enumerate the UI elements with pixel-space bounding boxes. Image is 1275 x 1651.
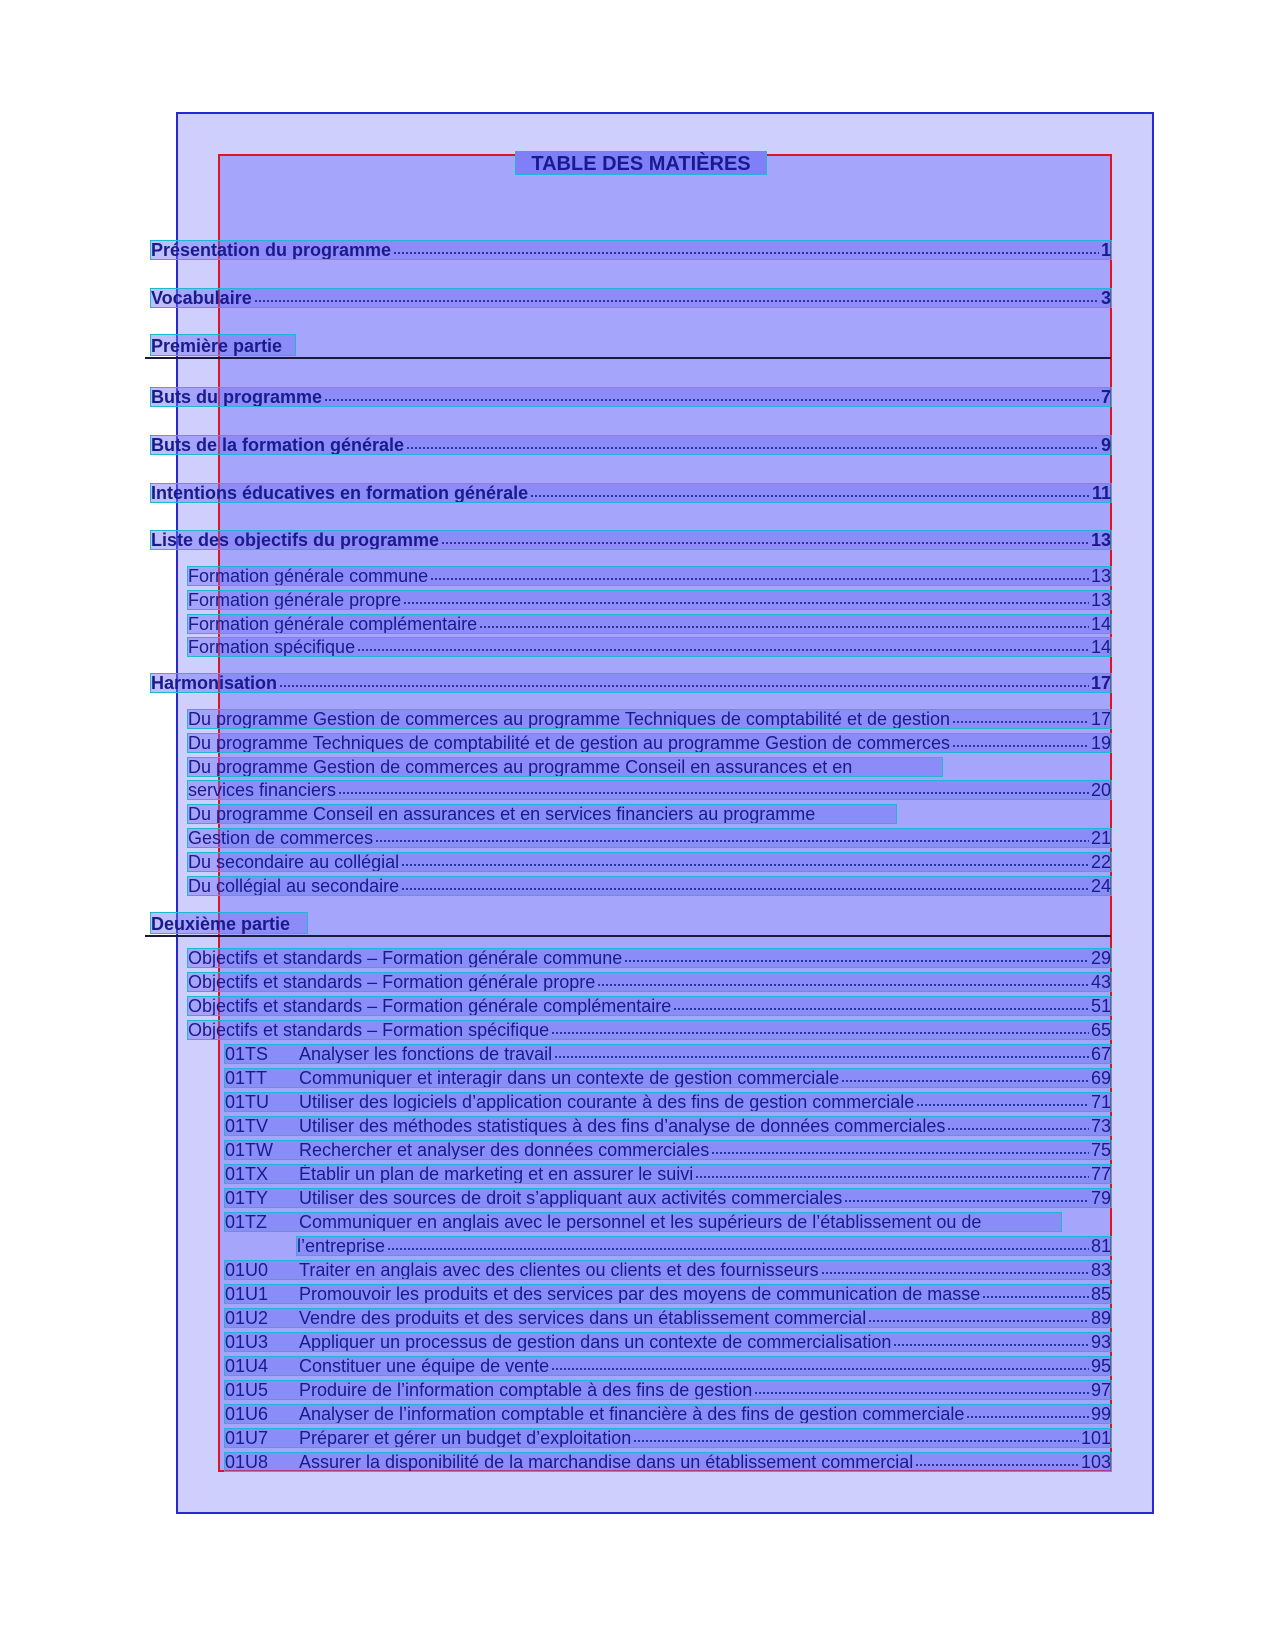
toc-subentry[interactable] [187,948,1112,968]
competency-code: 01TY [225,1188,269,1208]
toc-entry-page: 93 [1090,1332,1111,1352]
toc-entry-page: 24 [1090,876,1111,896]
toc-entry-page: 13 [1090,530,1111,550]
toc-entry-text: Objectifs et standards – Formation spécifique [188,1020,550,1040]
toc-entry-page: 67 [1090,1044,1111,1064]
dot-leader [551,1367,1089,1371]
competency-entry[interactable] [224,1284,1112,1304]
toc-entry-page: 89 [1090,1308,1111,1328]
dot-leader [844,1199,1089,1203]
toc-entry-text: Promouvoir les produits et des services par des moyens de communication de masse [299,1284,981,1304]
toc-entry-text: Objectifs et standards – Formation générale commune [188,948,623,968]
competency-code: 01TZ [225,1212,268,1232]
dot-leader [952,720,1089,724]
dot-leader [324,398,1099,402]
toc-subentry[interactable] [187,637,1112,657]
toc-entry-page: 79 [1090,1188,1111,1208]
toc-entry-text: Utiliser des méthodes statistiques à des fins d’analyse de données commerciales [299,1116,946,1136]
competency-entry[interactable] [224,1356,1112,1376]
competency-code: 01TS [225,1044,269,1064]
toc-entry[interactable] [150,530,1112,550]
competency-code: 01U6 [225,1404,269,1424]
dot-leader [441,541,1089,545]
toc-subentry[interactable] [187,876,1112,896]
toc-subentry[interactable] [187,614,1112,634]
part-heading[interactable]: Deuxième partie [150,912,308,934]
dot-leader [821,1271,1089,1275]
dot-leader [952,744,1089,748]
toc-entry-page: 73 [1090,1116,1111,1136]
competency-entry[interactable] [224,1380,1112,1400]
dot-leader [554,1055,1089,1059]
dot-leader [673,1007,1089,1011]
toc-entry-page: 101 [1080,1428,1111,1448]
dot-leader [530,494,1090,498]
toc-entry-page: 14 [1090,637,1111,657]
competency-entry[interactable] [224,1404,1112,1424]
dot-leader [406,446,1099,450]
dot-leader [695,1175,1089,1179]
toc-entry-text: Communiquer en anglais avec le personnel et les supérieurs de l’établissement ou de [299,1212,982,1232]
competency-entry[interactable] [224,1116,1112,1136]
toc-entry-page: 43 [1090,972,1111,992]
toc-subentry[interactable] [187,972,1112,992]
toc-entry-page: 29 [1090,948,1111,968]
competency-code: 01U2 [225,1308,269,1328]
toc-entry-page: 103 [1080,1452,1111,1472]
toc-subentry-continuation[interactable] [187,828,1112,848]
dot-leader [982,1295,1089,1299]
competency-entry[interactable] [224,1140,1112,1160]
dot-leader [947,1127,1089,1131]
toc-entry-text: Gestion de commerces [188,828,374,848]
dot-leader [401,863,1089,867]
toc-entry-page: 99 [1090,1404,1111,1424]
toc-entry-text: Harmonisation [151,673,278,693]
toc-entry-page: 77 [1090,1164,1111,1184]
dot-leader [357,648,1089,652]
toc-entry[interactable] [150,240,1112,260]
dot-leader [868,1319,1089,1323]
toc-entry-text: Du secondaire au collégial [188,852,400,872]
toc-entry-page: 65 [1090,1020,1111,1040]
toc-entry-text: Appliquer un processus de gestion dans un contexte de commercialisation [299,1332,892,1352]
toc-entry-text: Utiliser des logiciels d’application courante à des fins de gestion commerciale [299,1092,915,1112]
dot-leader [254,299,1099,303]
competency-entry[interactable] [224,1068,1112,1088]
section-divider [145,357,1111,359]
toc-entry-text: Établir un plan de marketing et en assurer le suivi [299,1164,694,1184]
toc-entry-text: Vendre des produits et des services dans un établissement commercial [299,1308,867,1328]
toc-subentry[interactable] [187,709,1112,729]
competency-code: 01TX [225,1164,269,1184]
dot-leader [893,1343,1089,1347]
toc-entry-text: Assurer la disponibilité de la marchandise dans un établissement commercial [299,1452,914,1472]
toc-entry[interactable] [150,387,1112,407]
dot-leader [279,684,1089,688]
dot-leader [915,1463,1079,1467]
page-title: TABLE DES MATIÈRES [515,151,767,175]
toc-subentry[interactable] [187,804,897,824]
competency-code: 01U8 [225,1452,269,1472]
dot-leader [711,1151,1089,1155]
toc-entry-text: Traiter en anglais avec des clientes ou clients et des fournisseurs [299,1260,819,1280]
toc-entry-text: Du programme Conseil en assurances et en services financiers au programme [188,804,816,824]
competency-entry-continuation[interactable] [296,1236,1112,1256]
toc-entry-page: 97 [1090,1380,1111,1400]
toc-entry-page: 71 [1090,1092,1111,1112]
toc-subentry[interactable] [187,852,1112,872]
toc-entry[interactable] [150,288,1112,308]
competency-code: 01TV [225,1116,269,1136]
toc-subentry-continuation[interactable] [187,780,1112,800]
dot-leader [624,959,1089,963]
competency-code: 01U4 [225,1356,269,1376]
competency-code: 01U3 [225,1332,269,1352]
competency-entry[interactable] [224,1260,1112,1280]
competency-code: 01U0 [225,1260,269,1280]
competency-entry[interactable] [224,1212,1062,1232]
toc-entry-page: 19 [1090,733,1111,753]
toc-subentry[interactable] [187,996,1112,1016]
toc-entry-text: Buts de la formation générale [151,435,405,455]
competency-entry[interactable] [224,1428,1112,1448]
toc-entry-text: Du programme Gestion de commerces au programme Techniques de comptabilité et de gestion [188,709,951,729]
toc-entry-page: 3 [1100,288,1111,308]
dot-leader [633,1439,1079,1443]
toc-entry[interactable] [150,673,1112,693]
toc-entry-text: Rechercher et analyser des données commerciales [299,1140,710,1160]
toc-entry-page: 69 [1090,1068,1111,1088]
toc-entry-page: 75 [1090,1140,1111,1160]
part-heading[interactable]: Première partie [150,334,296,356]
toc-entry-text: Du programme Techniques de comptabilité et de gestion au programme Gestion de commerces [188,733,951,753]
dot-leader [430,577,1089,581]
competency-code: 01TU [225,1092,270,1112]
dot-leader [393,251,1099,255]
toc-entry-page: 11 [1091,483,1111,503]
toc-entry-text: Produire de l’information comptable à des fins de gestion [299,1380,753,1400]
toc-entry-text: Liste des objectifs du programme [151,530,440,550]
competency-entry[interactable] [224,1308,1112,1328]
toc-entry-text: Vocabulaire [151,288,252,308]
dot-leader [375,839,1089,843]
toc-entry-page: 13 [1090,590,1111,610]
toc-entry-page: 95 [1090,1356,1111,1376]
toc-entry-text: Intentions éducatives en formation générale [151,483,529,503]
toc-entry-text: Du collégial au secondaire [188,876,400,896]
toc-entry-page: 22 [1090,852,1111,872]
toc-entry-text: Formation spécifique [188,637,356,657]
toc-entry-text: Objectifs et standards – Formation générale propre [188,972,596,992]
competency-entry[interactable] [224,1332,1112,1352]
toc-subentry[interactable] [187,590,1112,610]
toc-subentry[interactable] [187,733,1112,753]
toc-entry-text: Buts du programme [151,387,323,407]
dot-leader [338,791,1089,795]
section-divider [145,935,1111,937]
dot-leader [403,601,1089,605]
competency-code: 01U7 [225,1428,269,1448]
toc-entry-text: services financiers [188,780,337,800]
competency-entry[interactable] [224,1164,1112,1184]
toc-subentry[interactable] [187,757,943,777]
dot-leader [387,1247,1089,1251]
dot-leader [401,887,1089,891]
toc-entry-text: Analyser de l’information comptable et financière à des fins de gestion commerciale [299,1404,965,1424]
toc-entry-text: Du programme Gestion de commerces au programme Conseil en assurances et en [188,757,853,777]
toc-entry-page: 7 [1100,387,1111,407]
competency-code: 01U1 [225,1284,269,1304]
competency-entry[interactable] [224,1044,1112,1064]
toc-entry-page: 21 [1090,828,1111,848]
toc-entry-page: 85 [1090,1284,1111,1304]
dot-leader [754,1391,1089,1395]
competency-code: 01TT [225,1068,268,1088]
toc-entry-page: 17 [1090,709,1111,729]
toc-entry-text: Constituer une équipe de vente [299,1356,550,1376]
competency-code: 01TW [225,1140,274,1160]
toc-entry-text: Analyser les fonctions de travail [299,1044,553,1064]
dot-leader [841,1079,1089,1083]
dot-leader [966,1415,1089,1419]
toc-entry-page: 20 [1090,780,1111,800]
toc-entry-page: 14 [1090,614,1111,634]
toc-entry-text: Communiquer et interagir dans un contexte de gestion commerciale [299,1068,840,1088]
toc-entry-text: l’entreprise [297,1236,386,1256]
toc-entry-text: Objectifs et standards – Formation générale complémentaire [188,996,672,1016]
toc-entry-text: Préparer et gérer un budget d’exploitation [299,1428,632,1448]
toc-entry-text: Formation générale complémentaire [188,614,478,634]
competency-entry[interactable] [224,1188,1112,1208]
toc-entry-page: 51 [1090,996,1111,1016]
toc-entry-text: Formation générale propre [188,590,402,610]
dot-leader [479,625,1089,629]
toc-subentry[interactable] [187,566,1112,586]
toc-entry-page: 17 [1090,673,1111,693]
dot-leader [916,1103,1089,1107]
toc-entry-page: 13 [1090,566,1111,586]
toc-entry-text: Utiliser des sources de droit s’appliquant aux activités commerciales [299,1188,843,1208]
dot-leader [551,1031,1089,1035]
toc-entry-page: 1 [1100,240,1111,260]
toc-entry-text: Présentation du programme [151,240,392,260]
competency-entry[interactable] [224,1092,1112,1112]
toc-entry-page: 83 [1090,1260,1111,1280]
competency-code: 01U5 [225,1380,269,1400]
toc-entry[interactable] [150,435,1112,455]
toc-entry-page: 9 [1100,435,1111,455]
dot-leader [597,983,1089,987]
toc-entry-text: Formation générale commune [188,566,429,586]
competency-entry[interactable] [224,1452,1112,1472]
toc-entry[interactable] [150,483,1112,503]
toc-subentry[interactable] [187,1020,1112,1040]
toc-entry-page: 81 [1090,1236,1111,1256]
